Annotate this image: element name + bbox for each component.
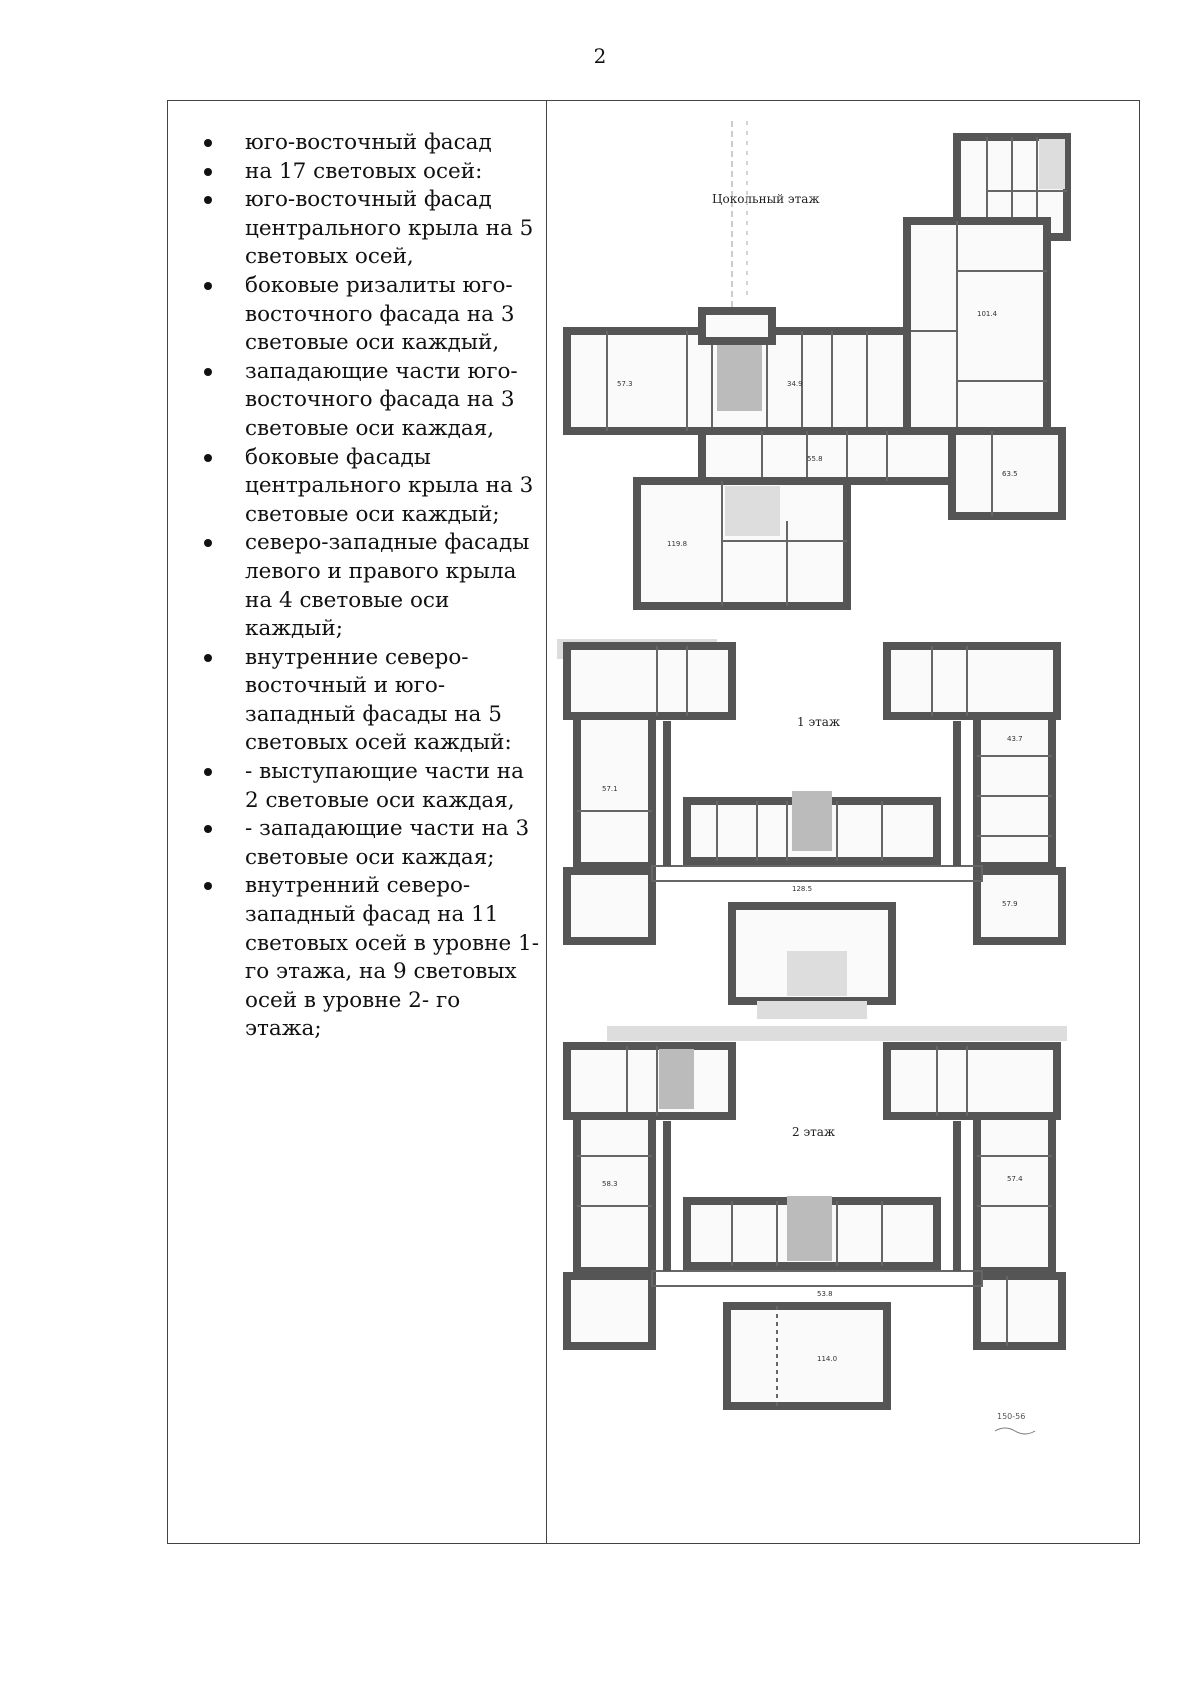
list-item: [198, 186, 543, 272]
list-item-text: северо-западные фасады левого и правого крыла на 4 световые оси каждый;: [245, 530, 530, 642]
floor2-plan: [567, 1026, 1067, 1434]
list-item-text: юго-восточный фасад центрального крыла на 5 световых осей,: [245, 187, 534, 270]
bullet-icon: [204, 768, 212, 776]
facade-list-column: [198, 129, 543, 1044]
bullet-icon: [204, 825, 212, 833]
bullet-icon: [204, 196, 212, 204]
svg-text:128.5: 128.5: [792, 885, 813, 893]
floor2-plan-title: 2 этаж: [792, 1125, 836, 1139]
svg-text:43.7: 43.7: [1007, 735, 1023, 743]
list-item: [198, 758, 543, 815]
floor-plans-column: [547, 101, 1139, 1543]
list-item: [198, 272, 543, 358]
svg-text:57.1: 57.1: [602, 785, 618, 793]
list-item: [198, 129, 543, 158]
list-item: [198, 644, 543, 758]
bullet-icon: [204, 368, 212, 376]
list-item: [198, 158, 543, 187]
svg-text:53.8: 53.8: [817, 1290, 833, 1298]
floor1-plan: [557, 639, 1062, 1019]
bullet-icon: [204, 654, 212, 662]
bullet-icon: [204, 282, 212, 290]
page-number: 2: [593, 44, 607, 68]
list-item-text: боковые ризалиты юго-восточного фасада на 3 световые оси каждый,: [245, 272, 515, 356]
basement-plan-title: Цокольный этаж: [712, 192, 820, 206]
list-item-text: внутренние северо-восточный и юго-западный фасады на 5 световых осей каждый:: [245, 644, 512, 756]
list-item: [198, 358, 543, 444]
svg-text:101.4: 101.4: [977, 310, 998, 318]
svg-text:114.0: 114.0: [817, 1355, 838, 1363]
list-item: [198, 815, 543, 872]
svg-text:119.8: 119.8: [667, 540, 688, 548]
svg-text:55.8: 55.8: [807, 455, 823, 463]
svg-text:57.9: 57.9: [1002, 900, 1018, 908]
list-item-text: на 17 световых осей:: [245, 158, 483, 184]
svg-text:150-56: 150-56: [997, 1412, 1026, 1421]
list-item-text: юго-восточный фасад: [245, 130, 492, 155]
document-table: [167, 100, 1140, 1544]
basement-plan: [567, 121, 1067, 606]
floor-plans-drawing: [547, 101, 1139, 1543]
list-item-text: - западающие части на 3 световые оси каждая;: [245, 816, 530, 870]
facade-list: [198, 129, 543, 1044]
list-item-text: - выступающие части на 2 световые оси каждая,: [245, 759, 524, 813]
bullet-icon: [204, 539, 212, 547]
floor1-plan-title: 1 этаж: [797, 715, 841, 729]
bullet-icon: [204, 168, 212, 176]
bullet-icon: [204, 882, 212, 890]
bullet-icon: [204, 454, 212, 462]
list-item: [198, 444, 543, 530]
svg-text:34.9: 34.9: [787, 380, 803, 388]
list-item: [198, 529, 543, 643]
svg-text:63.5: 63.5: [1002, 470, 1018, 478]
list-item-text: внутренний северо-западный фасад на 11 световых осей в уровне 1-го этажа, на 9 световых осей в уровне 2- го этажа;: [245, 873, 539, 1042]
list-item-text: западающие части юго-восточного фасада на 3 световые оси каждая,: [245, 358, 518, 441]
svg-text:57.4: 57.4: [1007, 1175, 1023, 1183]
list-item: [198, 872, 543, 1044]
list-item-text: боковые фасады центрального крыла на 3 световые оси каждый;: [245, 444, 534, 527]
bullet-icon: [204, 139, 212, 147]
svg-text:58.3: 58.3: [602, 1180, 618, 1188]
svg-text:57.3: 57.3: [617, 380, 633, 388]
